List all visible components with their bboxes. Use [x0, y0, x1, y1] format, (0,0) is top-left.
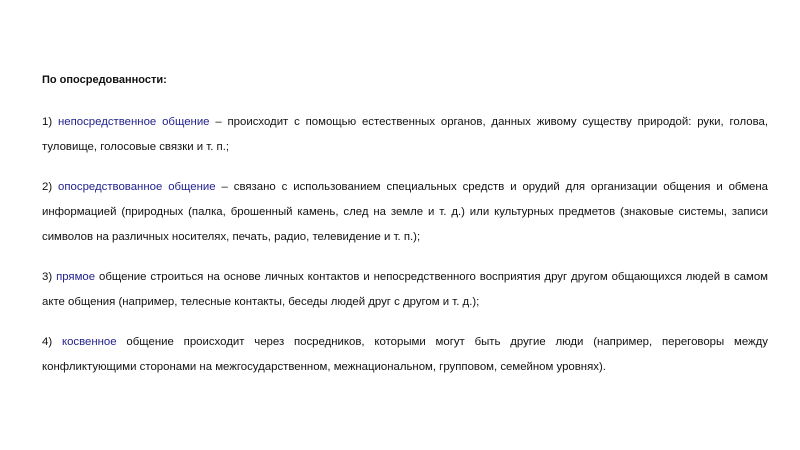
slide-content: [42, 72, 768, 380]
item-number: 4): [42, 336, 62, 348]
item-term: косвенное: [61, 336, 117, 348]
list-item-3: [42, 265, 768, 315]
list-item-2: [42, 175, 768, 250]
item-term: опосредствованное общение: [58, 181, 216, 193]
item-term: непосредственное общение: [57, 116, 210, 128]
list-item-1: [42, 110, 768, 160]
item-text: – происходит с помощью естественных органов, данных живому существу природой: руки, голова, туловище, голосовые связки и т. п.;: [42, 116, 768, 153]
item-number: 3): [42, 271, 57, 283]
section-heading: По опосредованности:: [42, 74, 167, 86]
item-term: прямое: [56, 271, 96, 283]
list-item-4: [42, 330, 768, 380]
item-number: 1): [42, 116, 58, 128]
item-text: общение строиться на основе личных контактов и непосредственного восприятия друг другом общающихся людей в самом акте общения (например, телесные контакты, беседы людей друг с другом и т. д.);: [42, 271, 769, 308]
item-text: общение происходит через посредников, которыми могут быть другие люди (например, переговоры между конфликтующими сторонами на межгосударственном, межнациональном, групповом, семейном уровнях).: [42, 336, 769, 373]
item-number: 2): [42, 181, 59, 193]
item-text: – связано с использованием специальных средств и орудий для организации общения и обмена информацией (природных (палка, брошенный камень, след на земле и т. д.) или культурных предметов (знаковые системы, записи символов на различных носителях, печать, радио, телевидение и т. п.);: [42, 181, 769, 243]
